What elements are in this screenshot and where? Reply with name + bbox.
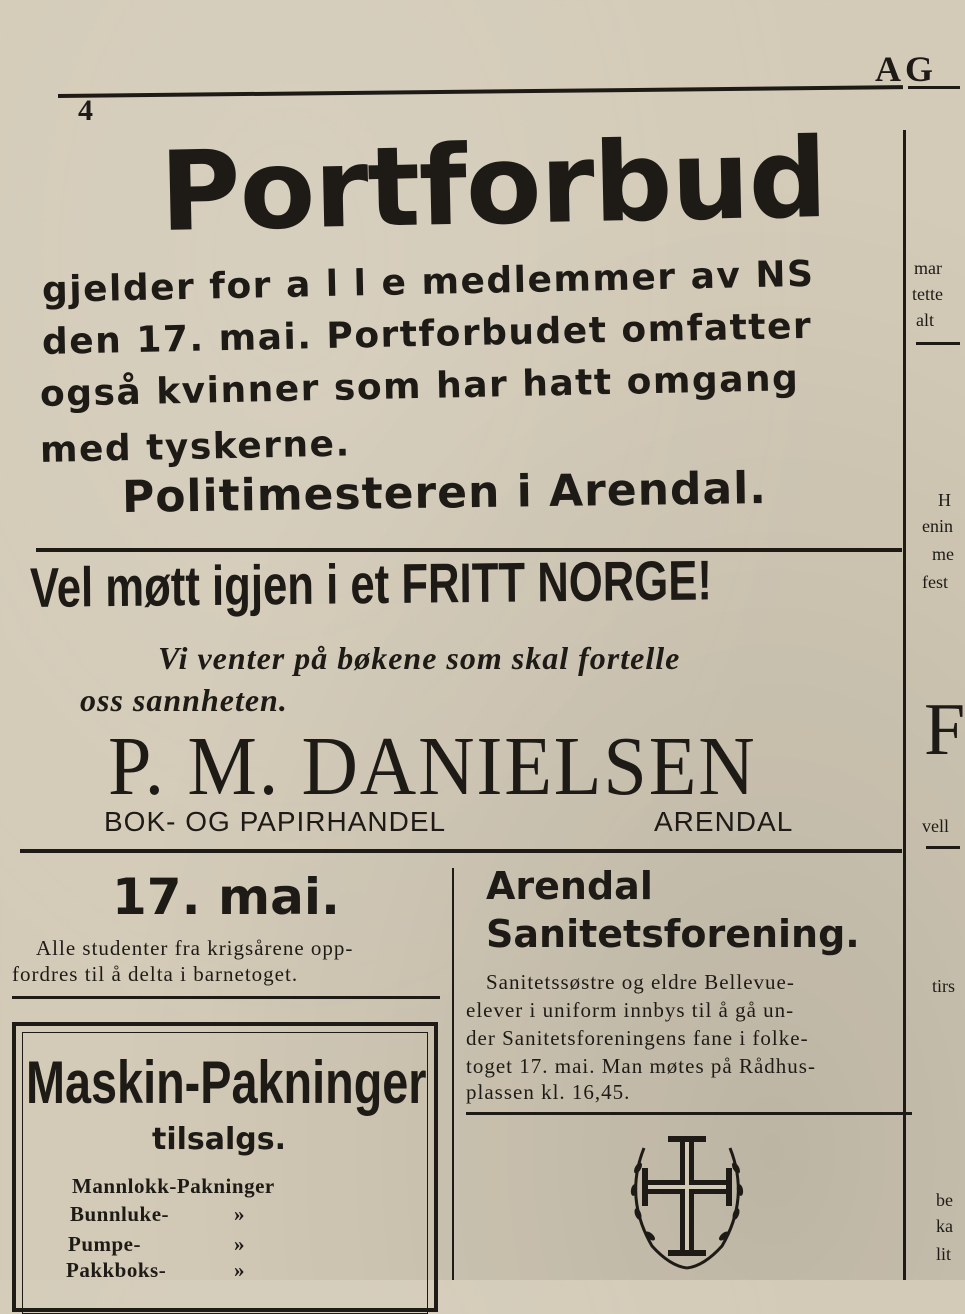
maskin-item: Mannlokk-Pakninger	[72, 1174, 275, 1198]
firm-subtitle: BOK- OG PAPIRHANDEL	[104, 806, 447, 837]
notice-signature: Politimesteren i Arendal.	[121, 462, 768, 523]
column-divider	[903, 130, 906, 1280]
maskin-item: Pumpe-	[68, 1232, 141, 1256]
fragment-text: enin	[922, 516, 953, 536]
sanitet-line: elever i uniform innbys til å gå un-	[466, 998, 795, 1022]
rule-under-sanitet	[466, 1112, 912, 1115]
masthead-fragment: AG	[875, 49, 937, 89]
maskin-item: Pakkboks-	[66, 1258, 167, 1282]
notice-headline: Portforbud	[158, 114, 828, 256]
rule-under-may17	[12, 996, 440, 999]
header-rule	[58, 85, 903, 98]
fragment-text: tirs	[932, 976, 956, 996]
fragment-text: alt	[916, 310, 934, 330]
sanitet-line: toget 17. mai. Man møtes på Rådhus-	[466, 1054, 816, 1078]
fragment-text: ka	[936, 1216, 953, 1236]
ditto-mark: »	[234, 1258, 245, 1282]
notice-line: den 17. mai. Portforbudet omfatter	[41, 305, 813, 363]
fragment-text: mar	[914, 258, 942, 278]
page-number: 4	[78, 94, 93, 127]
fragment-text: fest	[922, 572, 948, 592]
fragment-rule	[926, 846, 960, 849]
may17-title: 17. mai.	[112, 868, 340, 926]
bookshop-tagline-line: oss sannheten.	[80, 682, 288, 718]
sanitet-title: Arendal Sanitetsforening.	[486, 864, 860, 956]
notice-line: med tyskerne.	[39, 423, 352, 471]
bookshop-tagline-line: Vi venter på bøkene som skal fortelle	[158, 640, 681, 676]
ditto-mark: »	[234, 1232, 245, 1256]
sanitet-line: plassen kl. 16,45.	[466, 1080, 631, 1104]
cross-wreath-emblem	[622, 1128, 752, 1280]
may17-line: Alle studenter fra krigsårene opp-	[36, 936, 354, 960]
firm-name: P. M. DANIELSEN	[108, 720, 757, 813]
fragment-text: lit	[936, 1244, 952, 1264]
bookshop-headline: Vel møtt igjen i et FRITT NORGE!	[29, 548, 713, 619]
fragment-text: me	[932, 544, 954, 564]
rule-under-bookshop-ad	[20, 849, 902, 853]
fragment-text: vell	[922, 816, 949, 836]
ditto-mark: »	[234, 1202, 245, 1226]
maskin-title: Maskin-Pakninger	[26, 1049, 427, 1116]
fragment-rule	[916, 342, 960, 345]
may17-line: fordres til å delta i barnetoget.	[12, 962, 299, 986]
mid-column-divider	[452, 868, 454, 1280]
fragment-text: be	[936, 1190, 953, 1210]
notice-line: gjelder for a l l e medlemmer av NS	[41, 253, 815, 311]
fragment-big-letter: F	[924, 689, 965, 771]
firm-city: ARENDAL	[654, 806, 794, 837]
fragment-text: tette	[912, 284, 943, 304]
maskin-item: Bunnluke-	[70, 1202, 170, 1226]
sanitet-line: Sanitetssøstre og eldre Bellevue-	[486, 970, 795, 994]
sanitet-line: der Sanitetsforeningens fane i folke-	[466, 1026, 809, 1050]
notice-line: også kvinner som har hatt omgang	[39, 358, 800, 415]
maskin-subtitle: tilsalgs.	[152, 1122, 287, 1157]
fragment-text: H	[938, 490, 951, 510]
